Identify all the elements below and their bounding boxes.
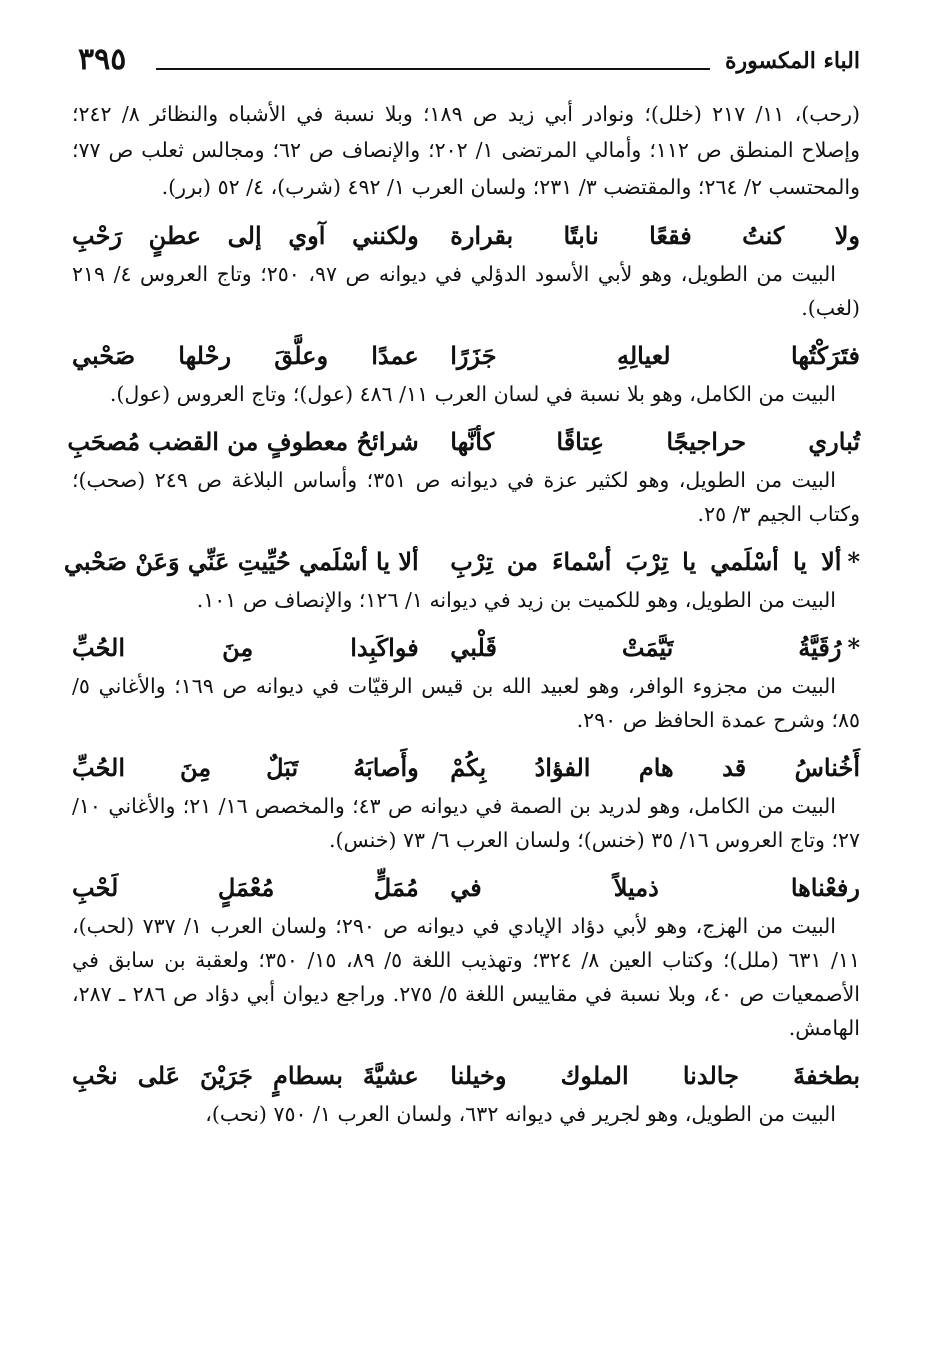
verse-hemistich-first [450, 631, 860, 665]
verse-hemistich-second: فواكَبِدا مِنَ الحُبِّ [72, 633, 419, 663]
verse-line [72, 871, 860, 905]
page-body [63, 96, 860, 1131]
verse-hemistich-second: عشيَّةَ بسطامٍ جَرَيْنَ عَلى نحْبِ [72, 1061, 419, 1091]
entry [63, 545, 860, 617]
entry [72, 751, 860, 857]
entry-star-mark: * [847, 633, 860, 663]
verse-hemistich-first-text: ألا يا أسْلَمي يا تِرْبَ أسْماءَ من تِرْبِ [450, 547, 842, 577]
verse-note: البيت من الطويل، وهو للكميت بن زيد في ديوانه ١/ ١٢٦؛ والإنصاف ص ١٠١. [196, 588, 836, 613]
verse-hemistich-second: وأَصابَهُ تَبَلٌ مِنَ الحُبِّ [72, 753, 419, 783]
verse-note: البيت من مجزوء الوافر، وهو لعبيد الله بن قيس الرقيّات في ديوانه ص ١٦٩؛ والأغاني ٥/ ٨٥؛ وشرح عمدة الحافظ ص ٢٩٠. [72, 674, 860, 733]
verse-line [72, 219, 860, 253]
intro-citation-text: (رحب)، ١١/ ٢١٧ (خلل)؛ ونوادر أبي زيد ص ١٨٩؛ وبلا نسبة في الأشباه والنظائر ٨/ ٢٤٢؛ وإصلاح المنطق ص ١١٢؛ وأمالي المرتضى ١/ ٢٠٢؛ والإنصاف ص ٦٢؛ ومجالس ثعلب ص ٧٧؛ والمحتسب ٢/ ٢٦٤؛ والمقتضب ٣/ ٢٣١؛ ولسان العرب ١/ ٤٩٢ (شرب)، ٤/ ٥٢ (برر). [72, 102, 860, 199]
entry [72, 219, 860, 325]
page-header [78, 42, 860, 82]
verse-line [72, 1059, 860, 1093]
verse-line [67, 425, 860, 459]
entry [72, 339, 860, 411]
verse-line [72, 339, 860, 373]
verse-note: البيت من الطويل، وهو لكثير عزة في ديوانه ص ٣٥١؛ وأساس البلاغة ص ٢٤٩ (صحب)؛ وكتاب الجيم ٣/ ٢٥. [72, 468, 860, 527]
verse-note: البيت من الكامل، وهو لدريد بن الصمة في ديوانه ص ٤٣؛ والمخصص ١٦/ ٢١؛ والأغاني ١٠/ ٢٧؛ وتاج العروس ١٦/ ٣٥ (خنس)؛ ولسان العرب ٦/ ٧٣ (خنس). [72, 794, 860, 853]
verse-hemistich-first: تُباري حراجيجًا عِتاقًا كأنَّها [450, 427, 860, 457]
header-rule [156, 68, 710, 70]
entry [72, 631, 860, 737]
verse-hemistich-first: رفعْناها ذميلاً في [450, 873, 860, 903]
verse-hemistich-second: شرائحُ معطوفٍ من القضب مُصحَبِ [67, 427, 419, 457]
verse-hemistich-second: مُمَلٍّ مُعْمَلٍ لَحْبِ [72, 873, 419, 903]
entry [72, 871, 860, 1045]
verse-line [72, 631, 860, 665]
entry [72, 1059, 860, 1131]
verse-line [63, 545, 860, 579]
verse-note: البيت من الهزج، وهو لأبي دؤاد الإيادي في ديوانه ص ٢٩٠؛ ولسان العرب ١/ ٧٣٧ (لحب)، ١١/ ٦٣١ (ملل)؛ وكتاب العين ٨/ ٣٢٤؛ وتهذيب اللغة ٥/ ٨٩، ١٥/ ٣٥٠؛ ولعقبة بن سابق في الأصمعيات ص ٤٠، وبلا نسبة في مقاييس اللغة ٥/ ٢٧٥. وراجع ديوان أبي دؤاد ص ٢٨٦ ـ ٢٨٧، الهامش. [72, 914, 860, 1041]
verse-hemistich-second: عمدًا وعلَّقَ رحْلها صَحْبي [72, 341, 419, 371]
verse-hemistich-second: ولكنني آوي إلى عطنٍ رَحْبِ [72, 221, 419, 251]
verse-hemistich-second: ألا يا أسْلَمي حُيِّيتِ عَنِّي وَعَنْ صَحْبي [63, 547, 419, 577]
entry-star-mark: * [847, 547, 860, 577]
verse-note: البيت من الطويل، وهو لأبي الأسود الدؤلي في ديوانه ص ٩٧، ٢٥٠؛ وتاج العروس ٤/ ٢١٩ (لغب). [72, 262, 860, 321]
verse-note: البيت من الطويل، وهو لجرير في ديوانه ٦٣٢، ولسان العرب ١/ ٧٥٠ (نحب)، [205, 1102, 836, 1127]
verse-hemistich-first-text: رُقَيَّةُ تَيَّمَتْ قَلْبي [450, 633, 842, 663]
verse-hemistich-first: بطخفةَ جالدنا الملوك وخيلنا [450, 1061, 860, 1091]
verse-note: البيت من الكامل، وهو بلا نسبة في لسان العرب ١١/ ٤٨٦ (عول)؛ وتاج العروس (عول). [109, 382, 836, 407]
verse-line [72, 751, 860, 785]
verse-hemistich-first [450, 545, 860, 579]
page-number: ٣٩٥ [78, 42, 127, 77]
running-title: الباء المكسورة [725, 48, 860, 74]
verse-hemistich-first: أَخُناسُ قد هام الفؤادُ بِكُمْ [450, 753, 860, 783]
verse-hemistich-first: ولا كنتُ فقعًا نابتًا بقرارة [450, 221, 860, 251]
entry [67, 425, 860, 531]
verse-hemistich-first: فتَرَكْتُها لعيالِهِ جَزَرًا [450, 341, 860, 371]
